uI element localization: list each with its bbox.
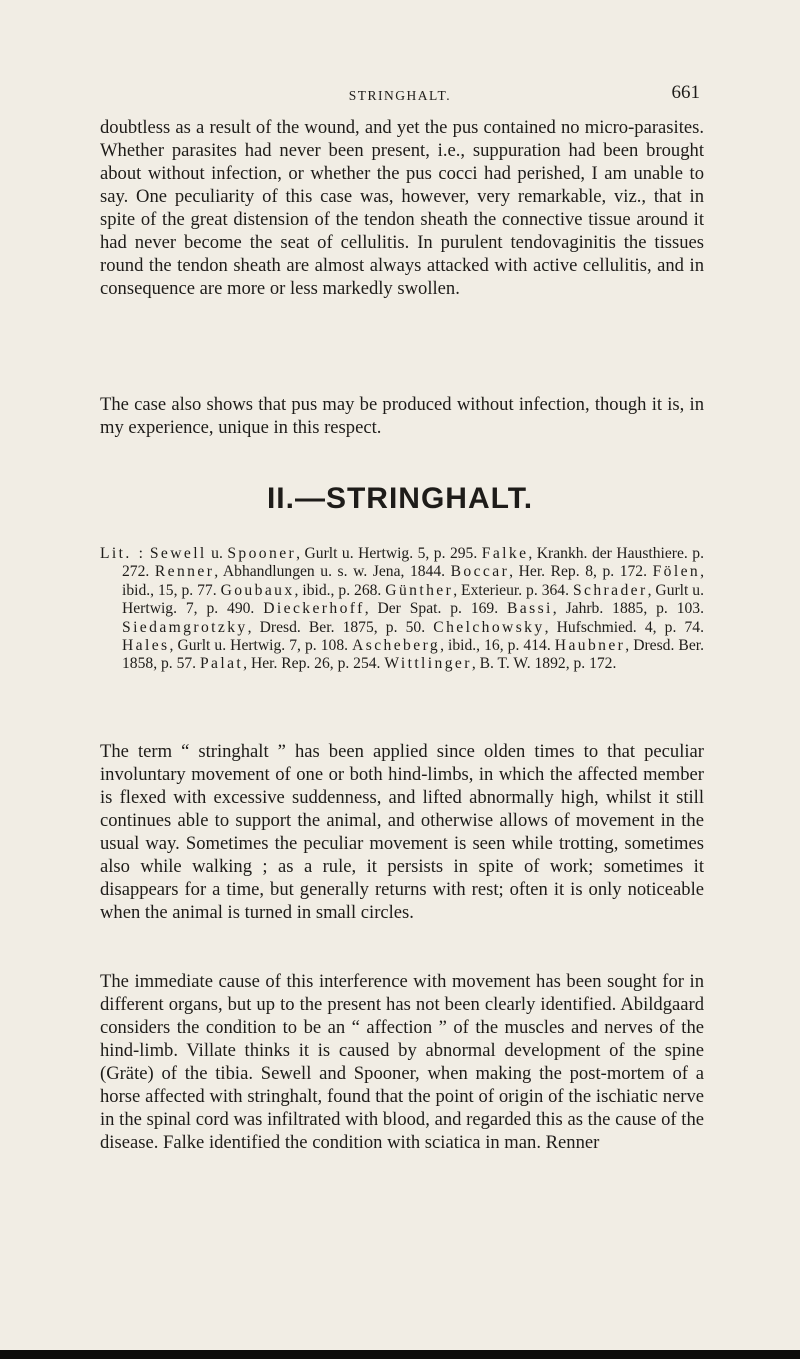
lit-text: , Exterieur. p. 364.	[453, 581, 573, 599]
lit-text: , Gurlt u. Hertwig. 7, p. 490.	[122, 581, 704, 618]
lit-author: Ascheberg	[352, 637, 441, 655]
lit-author: Fölen	[652, 563, 701, 581]
lit-author: Hales	[122, 637, 170, 655]
lit-text: , Gurlt u. Hertwig. 7, p. 108.	[169, 637, 353, 655]
paragraph-4: The immediate cause of this interference with movement has been sought for in different organs, but up to the present has not been clearly identified. Abildgaard considers the condition to be an “ affection ” of the muscles and nerves of the hind-limb. Villate thinks it is caused by abnormal development of the spine (Gräte) of the tibia. Sewell and Spooner, when making the post-mortem of a horse affected with stringhalt, found that the point of origin of the ischiatic nerve in the spinal cord was infiltrated with blood, and regarded this as the cause of the disease. Falke identified the condition with sciatica in man. Renner	[100, 971, 704, 1153]
lit-author: Dieckerhoff	[263, 600, 365, 618]
literature-label: Lit. :	[100, 545, 146, 562]
lit-text: , Krankh. der Hausthiere. p. 272.	[122, 545, 704, 581]
lit-text: , Her. Rep. 8, p. 172.	[509, 563, 653, 581]
paragraph-2: The case also shows that pus may be produced without infection, though it is, in my experience, unique in this respect.	[100, 394, 704, 438]
lit-text: , Hufschmied. 4, p. 74.	[544, 618, 704, 636]
lit-text: , Der Spat. p. 169.	[364, 600, 507, 618]
lit-author: Siedamgrotzky	[122, 618, 248, 636]
section-heading: II.—STRINGHALT.	[266, 482, 534, 515]
lit-author: Spooner	[227, 545, 297, 562]
lit-text: , B. T. W. 1892, p. 172.	[471, 655, 617, 673]
lit-author: Schrader	[572, 581, 648, 599]
lit-text: , ibid., p. 268.	[294, 581, 386, 599]
lit-text: , Dresd. Ber. 1858, p. 57.	[122, 637, 704, 673]
lit-author: Haubner	[554, 637, 626, 655]
lit-text: u.	[206, 545, 228, 562]
page-number: 661	[671, 82, 700, 103]
paragraph-3: The term “ stringhalt ” has been applied since olden times to that peculiar involuntary movement of one or both hind-limbs, in which the affected member is flexed with excessive suddenness, and lifted abnormally high, whilst it still continues able to support the animal, and otherwise allows of movement in the usual way. Sometimes the peculiar movement is seen while trotting, sometimes also while walking ; as a rule, it persists in spite of work; sometimes it disappears for a time, but generally returns with rest; often it is only noticeable when the animal is turned in small circles.	[100, 741, 704, 923]
lit-author: Chelchowsky	[433, 618, 545, 636]
lit-text: , Her. Rep. 26, p. 254.	[243, 655, 385, 673]
running-title: STRINGHALT.	[348, 88, 452, 103]
lit-author: Goubaux	[220, 581, 295, 599]
literature-list	[100, 545, 704, 674]
lit-author: Renner	[154, 563, 215, 581]
lit-author: Falke	[481, 545, 529, 562]
lit-author: Bassi	[507, 600, 553, 618]
lit-author: Sewell	[149, 545, 207, 562]
lit-text: , Gurlt u. Hertwig. 5, p. 295.	[296, 545, 482, 562]
lit-author: Wittlinger	[384, 655, 472, 673]
lit-author: Günther	[385, 581, 454, 599]
lit-text: , Jahrb. 1885, p. 103.	[552, 600, 704, 618]
lit-text: , ibid., 15, p. 77.	[122, 563, 705, 599]
paragraph-1: doubtless as a result of the wound, and yet the pus contained no micro-parasites. Whether parasites had never been present, i.e., suppuration had been brought about without infection, or whether the pus cocci had perished, I am unable to say. One peculiarity of this case was, however, very remarkable, viz., that in spite of the great distension of the tendon sheath the connective tissue around it had never become the seat of cellulitis. In purulent tendovaginitis the tissues round the tendon sheath are almost always attacked with active cellulitis, and in consequence are more or less markedly swollen.	[100, 117, 704, 299]
lit-author: Boccar	[450, 563, 510, 581]
scan-edge-bar	[0, 1350, 800, 1359]
lit-text: , Dresd. Ber. 1875, p. 50.	[247, 618, 434, 636]
lit-text: , ibid., 16, p. 414.	[440, 637, 555, 655]
lit-text: , Abhandlungen u. s. w. Jena, 1844.	[214, 563, 451, 581]
lit-author: Palat	[199, 655, 244, 673]
